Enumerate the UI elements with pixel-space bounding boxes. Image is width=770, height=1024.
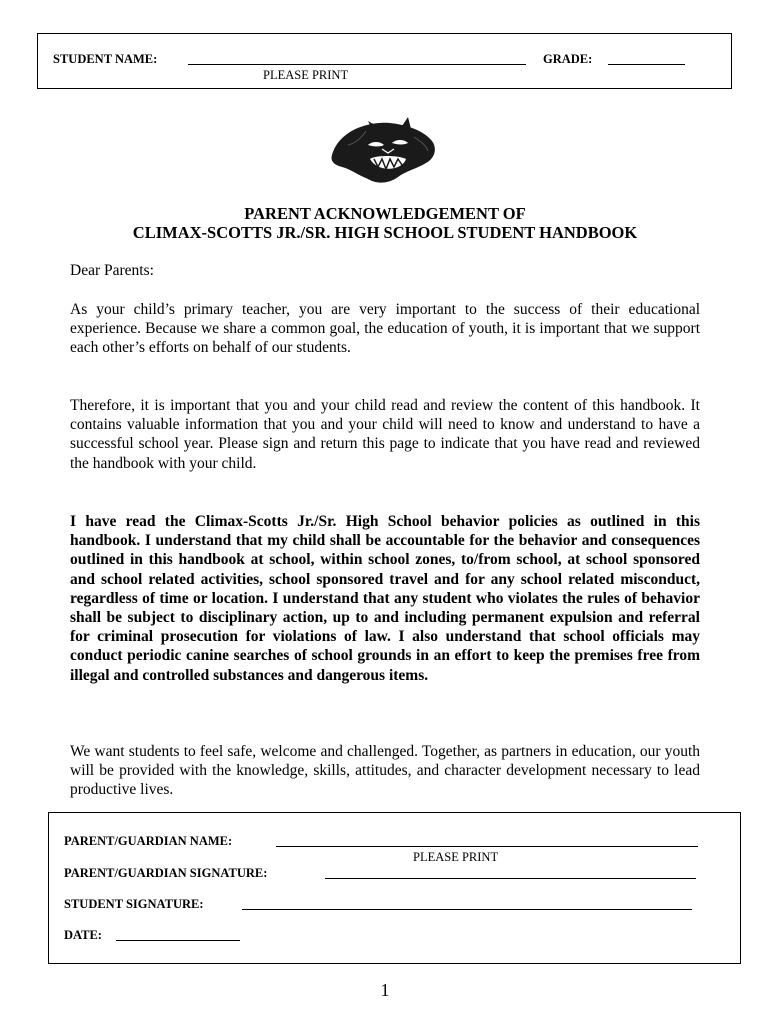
- date-label: DATE:: [64, 928, 102, 942]
- student-name-field[interactable]: [188, 64, 526, 65]
- document-title-line2: CLIMAX-SCOTTS JR./SR. HIGH SCHOOL STUDENT HANDBOOK: [132, 223, 638, 242]
- parent-name-field[interactable]: [276, 846, 698, 847]
- paragraph-closing: We want students to feel safe, welcome and challenged. Together, as partners in education, our youth will be provided with the knowledge, skills, attitudes, and character development necessary to lead productive lives.: [70, 743, 700, 799]
- parent-name-label: PARENT/GUARDIAN NAME:: [64, 834, 233, 848]
- please-print-note-parent: PLEASE PRINT: [413, 850, 499, 864]
- paragraph-instructions: Therefore, it is important that you and your child read and review the content of this handbook. It contains valuable information that you and your child will need to know and understand to have a successful school year. Please sign and return this page to indicate that you have read and reviewed the handbook with your child.: [70, 397, 700, 472]
- student-signature-field[interactable]: [242, 909, 692, 910]
- salutation: Dear Parents:: [70, 262, 154, 279]
- grade-label: GRADE:: [543, 52, 593, 66]
- parent-signature-label: PARENT/GUARDIAN SIGNATURE:: [64, 866, 268, 880]
- parent-signature-field[interactable]: [325, 878, 696, 879]
- student-name-label: STUDENT NAME:: [53, 52, 158, 66]
- please-print-note: PLEASE PRINT: [263, 68, 349, 82]
- panther-icon: [328, 115, 440, 185]
- date-field[interactable]: [116, 940, 240, 941]
- paragraph-intro: As your child’s primary teacher, you are very important to the success of their educational experience. Because we share a common goal, the education of youth, it is important that we support each other’s efforts on behalf of our students.: [70, 301, 700, 357]
- document-title-line1: PARENT ACKNOWLEDGEMENT OF: [244, 204, 526, 223]
- student-signature-label: STUDENT SIGNATURE:: [64, 897, 204, 911]
- paragraph-acknowledgement: I have read the Climax-Scotts Jr./Sr. High School behavior policies as outlined in this handbook. I understand that my child shall be accountable for the behavior and consequences outlined in this handbook at school, within school zones, to/from school, at school sponsored and school related activities, school sponsored travel and for any school related misconduct, regardless of time or location. I understand that any student who violates the rules of behavior shall be subject to disciplinary action, up to and including permanent expulsion and referral for criminal prosecution for violations of law. I also understand that school officials may conduct periodic canine searches of school grounds in an effort to keep the premises free from illegal and controlled substances and dangerous items.: [70, 513, 700, 684]
- page-number: 1: [380, 980, 390, 1000]
- grade-field[interactable]: [608, 64, 685, 65]
